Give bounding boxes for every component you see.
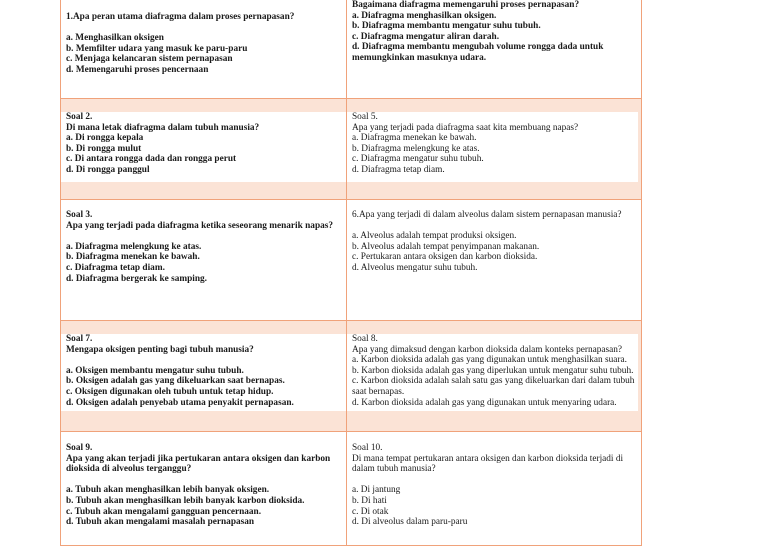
question-2-cell bbox=[61, 112, 346, 182]
option-d: d. Diafragma membantu mengubah volume rongga dada untuk memungkinkan masuknya udara. bbox=[352, 42, 606, 63]
option-c: c. Pertukaran antara oksigen dan karbon dioksida. bbox=[352, 252, 538, 263]
row-divider bbox=[60, 431, 642, 432]
option-b: b. Di rongga mulut bbox=[66, 143, 142, 154]
option-c: c. Diafragma mengatur aliran darah. bbox=[352, 31, 500, 42]
option-c: c. Di antara rongga dada dan rongga perut bbox=[66, 154, 237, 165]
question-title: Apa yang dimaksud dengan karbon dioksida dalam konteks pernapasan? bbox=[352, 344, 623, 355]
question-label: Soal 5. bbox=[352, 112, 378, 122]
question-title: Apa yang terjadi pada diafragma saat kita membuang napas? bbox=[352, 122, 579, 133]
option-c: c. Diafragma tetap diam. bbox=[66, 262, 165, 273]
option-c: c. Di otak bbox=[352, 506, 389, 517]
option-a: a. Alveolus adalah tempat produksi oksigen. bbox=[352, 231, 517, 242]
question-3-cell bbox=[61, 210, 346, 284]
option-b: b. Diafragma melengkung ke atas. bbox=[352, 143, 480, 154]
question-label: Soal 10. bbox=[352, 443, 383, 453]
option-d: d. Di alveolus dalam paru-paru bbox=[352, 517, 468, 528]
option-a: a. Di jantung bbox=[352, 485, 401, 496]
option-a: a. Diafragma menghasilkan oksigen. bbox=[352, 10, 497, 21]
option-d: d. Diafragma bergerak ke samping. bbox=[66, 273, 207, 284]
question-10-cell bbox=[347, 443, 641, 528]
option-a: a. Karbon dioksida adalah gas yang digunakan untuk menghasilkan suara. bbox=[352, 355, 627, 366]
option-b: b. Tubuh akan menghasilkan lebih banyak karbon dioksida. bbox=[66, 495, 305, 506]
option-d: d. Tubuh akan mengalami masalah pernapasan bbox=[66, 517, 255, 528]
option-c: c. Tubuh akan mengalami gangguan pencernaan. bbox=[66, 506, 262, 517]
question-title: Di mana tempat pertukaran antara oksigen dan karbon dioksida terjadi di dalam tubuh manusia? bbox=[352, 453, 626, 475]
question-5-cell bbox=[347, 112, 638, 182]
option-a: a. Menghasilkan oksigen bbox=[66, 33, 164, 44]
option-d: d. Di rongga panggul bbox=[66, 164, 150, 175]
question-8-cell bbox=[347, 334, 638, 411]
question-title: Bagaimana diafragma memengaruhi proses pernapasan? bbox=[352, 0, 580, 10]
option-c: c. Menjaga kelancaran sistem pernapasan bbox=[66, 54, 233, 65]
option-a: a. Tubuh akan menghasilkan lebih banyak oksigen. bbox=[66, 485, 270, 496]
option-d: d. Diafragma tetap diam. bbox=[352, 164, 445, 175]
question-7-cell bbox=[61, 334, 346, 411]
option-d: d. Alveolus mengatur suhu tubuh. bbox=[352, 262, 478, 273]
question-1-cell bbox=[61, 12, 346, 76]
option-a: a. Diafragma menekan ke bawah. bbox=[352, 133, 477, 144]
option-d: d. Karbon dioksida adalah gas yang digunakan untuk menyaring udara. bbox=[352, 397, 617, 408]
option-c: c. Karbon dioksida adalah salah satu gas yang dikeluarkan dari dalam tubuh saat bernapas. bbox=[352, 376, 637, 397]
option-b: b. Diafragma membantu mengatur suhu tubuh. bbox=[352, 21, 541, 32]
option-a: a. Di rongga kepala bbox=[66, 133, 144, 144]
question-title: Mengapa oksigen penting bagi tubuh manusia? bbox=[66, 344, 254, 355]
option-d: d. Oksigen adalah penyebab utama penyakit pernapasan. bbox=[66, 397, 294, 408]
option-b: b. Oksigen adalah gas yang dikeluarkan saat bernapas. bbox=[66, 376, 285, 387]
option-d: d. Memengaruhi proses pencernaan bbox=[66, 64, 209, 75]
question-title: Apa yang terjadi pada diafragma ketika seseorang menarik napas? bbox=[66, 220, 334, 231]
question-label: Soal 7. bbox=[66, 334, 93, 344]
option-a: a. Diafragma melengkung ke atas. bbox=[66, 241, 202, 252]
option-b: b. Karbon dioksida adalah gas yang diperlukan untuk mengatur suhu tubuh. bbox=[352, 365, 634, 376]
question-title: 6.Apa yang terjadi di dalam alveolus dalam sistem pernapasan manusia? bbox=[352, 210, 622, 220]
question-label: Soal 2. bbox=[66, 112, 93, 122]
option-b: b. Alveolus adalah tempat penyimpanan makanan. bbox=[352, 241, 540, 252]
option-c: c. Oksigen digunakan oleh tubuh untuk tetap hidup. bbox=[66, 386, 274, 397]
question-4-cell bbox=[347, 0, 641, 64]
question-title: Apa yang akan terjadi jika pertukaran antara oksigen dan karbon dioksida di alveolus terganggu? bbox=[66, 453, 333, 475]
question-label: Soal 8. bbox=[352, 334, 378, 344]
row-divider bbox=[60, 199, 642, 200]
option-b: b. Diafragma menekan ke bawah. bbox=[66, 252, 200, 263]
option-b: b. Memfilter udara yang masuk ke paru-paru bbox=[66, 43, 248, 54]
question-9-cell bbox=[61, 443, 346, 528]
option-a: a. Oksigen membantu mengatur suhu tubuh. bbox=[66, 365, 244, 376]
option-b: b. Di hati bbox=[352, 495, 387, 506]
option-c: c. Diafragma mengatur suhu tubuh. bbox=[352, 154, 484, 165]
question-6-cell bbox=[347, 210, 641, 274]
question-label: Soal 9. bbox=[66, 443, 93, 453]
question-title: Di mana letak diafragma dalam tubuh manusia? bbox=[66, 122, 260, 133]
question-label: Soal 3. bbox=[66, 210, 93, 220]
question-title: 1.Apa peran utama diafragma dalam proses pernapasan? bbox=[66, 12, 295, 22]
